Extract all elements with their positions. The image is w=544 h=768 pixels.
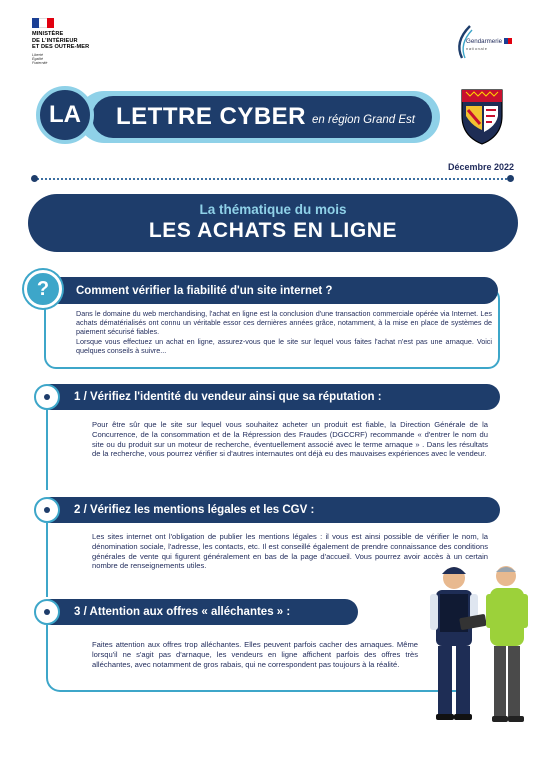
section-3-title: 3 / Attention aux offres « alléchantes » :: [74, 606, 291, 618]
la-badge: [36, 86, 94, 144]
section-2-header: [38, 497, 500, 523]
question-header: [46, 277, 498, 304]
issue-date: Décembre 2022: [447, 162, 514, 172]
section-1-title: 1 / Vérifiez l'identité du vendeur ainsi que sa réputation :: [74, 391, 382, 403]
grand-est-shield-icon: [458, 86, 506, 146]
republic-motto: Liberté Égalité Fraternité: [32, 52, 48, 65]
gendarmerie-logo: [452, 22, 522, 62]
question-title: Comment vérifier la fiabilité d'un site internet ?: [76, 284, 333, 297]
gendarmerie-sub: nationale: [466, 46, 488, 51]
question-paragraph-2: Lorsque vous effectuez un achat en ligne, assurez-vous que le site sur lequel vous faites l'achat n'est pas une arnaque. Voici quelques conseils à suivre...: [76, 336, 492, 355]
ministry-name: MINISTÈRE DE L'INTÉRIEUR ET DES OUTRE-MER: [32, 31, 90, 51]
banner-subtitle: en région Grand Est: [312, 114, 415, 126]
banner-title: LETTRE CYBER: [116, 103, 307, 130]
question-mark-icon: ?: [24, 270, 62, 308]
section-1-text: Pour être sûr que le site sur lequel vous souhaitez acheter un produit est fiable, la Direction Générale de la Concurrence, de la consommation et de la Répression des Fraudes (DGCCRF) recommande « d'entrer le nom du site ou du produit sur un moteur de recherche, éventuellement associé avec le terme arnaque » . Dans les résultats de la recherche, vous pourrez vérifier si d'autres internautes ont déjà eu des mauvaises expériences avec le vendeur.: [92, 420, 488, 459]
section-1-header: [38, 384, 500, 410]
question-paragraph-1: Dans le domaine du web merchandising, l'achat en ligne est la conclusion d'une transaction commerciale opérée via Internet. Les achats dématérialisés ont connu un véritable essor ces dernières années grâce, notamment, à la mise en place de systèmes de paiement sécurisé fiables.: [76, 309, 492, 337]
question-text: [76, 309, 492, 355]
section-3-line: [46, 625, 48, 675]
section-2-bullet-icon: [34, 497, 60, 523]
gendarmerie-name: Gendarmerie: [466, 38, 503, 45]
section-3-text: Faites attention aux offres trop alléchantes. Elles peuvent parfois cacher des arnaques. Même lorsqu'il ne s'agit pas d'arnaque, les vendeurs en ligne affichent parfois des offres très alléchantes, avec notamment de gros rabais, qui ne correspondent pas toujours à la réalité.: [92, 640, 418, 669]
section-3-bullet-icon: [34, 599, 60, 625]
dotted-divider: [34, 178, 510, 180]
section-1-line: [46, 410, 48, 490]
section-3-header: [38, 599, 358, 625]
theme-label: La thématique du mois: [199, 202, 347, 217]
theme-title: LES ACHATS EN LIGNE: [148, 219, 398, 242]
section-2-line: [46, 523, 48, 597]
la-label: LA: [49, 101, 81, 128]
theme-banner: [28, 194, 518, 252]
ministry-logo: [32, 18, 122, 65]
section-2-title: 2 / Vérifiez les mentions légales et les CGV :: [74, 504, 315, 516]
section-2-text: Les sites internet ont l'obligation de publier les mentions légales : il vous est ainsi possible de vérifier le nom, la dénomination sociale, l'adresse, les contacts, etc. Il est conseillé également de prendre connaissance des conditions générales de vente qui figurent généralement en bas de la page d'accueil. Vous pourrez avoir accès à un certain nombre de renseignements utiles.: [92, 532, 488, 571]
section-3-connector: [46, 672, 456, 692]
french-flag-icon: [32, 18, 54, 28]
banner: [92, 96, 432, 138]
gendarme-and-citizen-illustration: [408, 560, 542, 730]
divider-dot-right: [507, 175, 514, 182]
divider-dot-left: [31, 175, 38, 182]
section-1-bullet-icon: [34, 384, 60, 410]
